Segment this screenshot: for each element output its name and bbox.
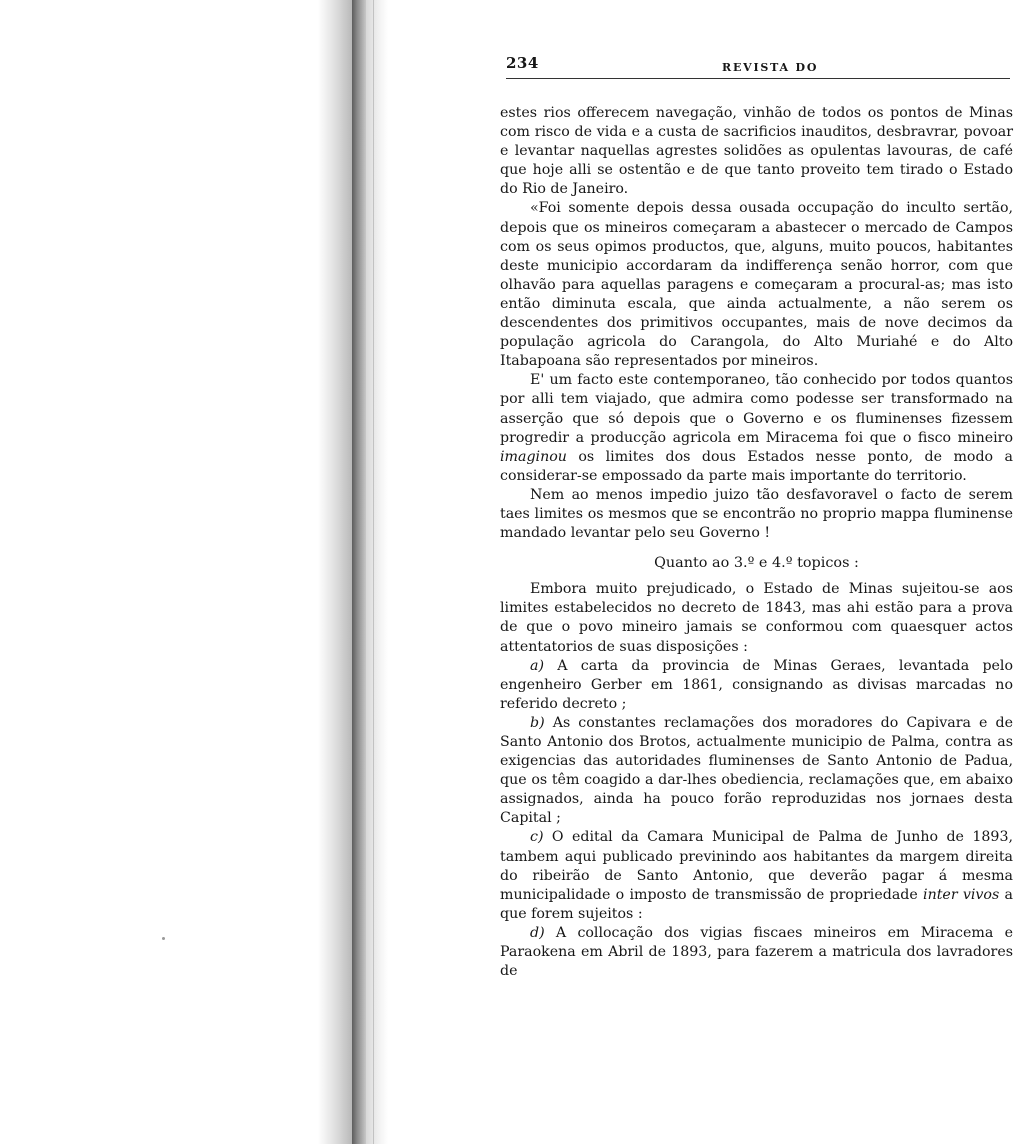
- italic-phrase: inter vivos: [923, 886, 1000, 903]
- list-item: [500, 924, 1013, 981]
- paragraph: Embora muito prejudicado, o Estado de Minas sujeitou-se aos limites estabelecidos no decreto de 1843, mas ahi estão para a prova de que o povo mineiro jamais se conformou com quaesquer actos attentatorios de suas disposições :: [500, 581, 1013, 655]
- list-item: [500, 657, 1013, 714]
- body-text: [500, 104, 1013, 981]
- item-text: A collocação dos vigias fiscaes mineiros em Miracema e Paraokena em Abril de 1893, para fazerem a matricula dos lavradores de: [500, 924, 1013, 980]
- italic-word: imaginou: [500, 448, 567, 465]
- item-text: As constantes reclamações dos moradores do Capivara e de Santo Antonio dos Brotos, actualmente municipio de Palma, contra as exigencias das autoridades fluminenses de Santo Antonio de Padua, que os têm coagido a dar-lhes obediencia, reclamações que, em abaixo assignados, ainda ha pouco forão reproduzidas nos jornaes desta Capital ;: [500, 714, 1013, 827]
- page-number: 234: [506, 54, 539, 72]
- paragraph: estes rios offerecem navegação, vinhão de todos os pontos de Minas com risco de vida e a custa de sacrificios inauditos, desbravrar, povoar e levantar naquellas agrestes solidões as opulentas lavouras, de café que hoje alli se ostentão e de que tanto proveito tem tirado o Estado do Rio de Janeiro.: [500, 105, 1013, 198]
- section-heading: Quanto ao 3.º e 4.º topicos :: [654, 555, 859, 572]
- item-text: A carta da provincia de Minas Geraes, levantada pelo engenheiro Gerber em 1861, consignando as divisas marcadas no referido decreto ;: [500, 657, 1013, 712]
- paragraph: Nem ao menos impedio juizo tão desfavoravel o facto de serem taes limites os mesmos que se encontrão no proprio mappa fluminense mandado levantar pelo seu Governo !: [500, 486, 1013, 542]
- item-marker: b): [530, 714, 545, 731]
- paragraph-text: os limites dos dous Estados nesse ponto, de modo a considerar-se empossado da parte mais importante do territorio.: [500, 448, 1013, 484]
- header-rule: [506, 78, 1010, 79]
- item-text: a que forem sujeitos :: [500, 886, 1013, 922]
- list-item: [500, 714, 1013, 829]
- running-head: REVISTA DO: [722, 61, 819, 74]
- page-edge-line: [373, 0, 374, 1144]
- book-spine-shadow: [352, 0, 366, 1144]
- item-text: O edital da Camara Municipal de Palma de Junho de 1893, tambem aqui publicado previnindo aos habitantes da margem direita do ribeirão de Santo Antonio, que deverão pagar á mesma municipalidade o imposto de transmissão de propriedade: [500, 829, 1013, 903]
- paragraph: «Foi somente depois dessa ousada occupação do inculto sertão, depois que os mineiros começaram a abastecer o mercado de Campos com os seus opimos productos, que, alguns, muito poucos, habitantes deste municipio accordaram da indifferença senão horror, com que olhavão para aquellas paragens e começaram a procural-as; mas isto então diminuta escala, que ainda actualmente, a não serem os descendentes dos primitivos occupantes, mais de nove decimos da população agricola do Carangola, do Alto Muriahé e do Alto Itabapoana são representados por mineiros.: [500, 200, 1013, 370]
- page-gutter-highlight: [366, 0, 388, 1144]
- item-marker: d): [530, 924, 545, 941]
- item-marker: c): [530, 829, 544, 846]
- paragraph-text: E' um facto este contemporaneo, tão conhecido por todos quantos por alli tem viajado, que admira como podesse ser transformado na asserção que só depois que o Governo e os fluminenses fizessem progredir a producção agricola em Miracema foi que o fisco mineiro: [500, 372, 1013, 446]
- item-marker: a): [530, 657, 544, 674]
- paragraph: [500, 371, 1013, 486]
- list-item: [500, 828, 1013, 923]
- scan-speck: [162, 937, 165, 940]
- page-gutter-shadow: [318, 0, 352, 1144]
